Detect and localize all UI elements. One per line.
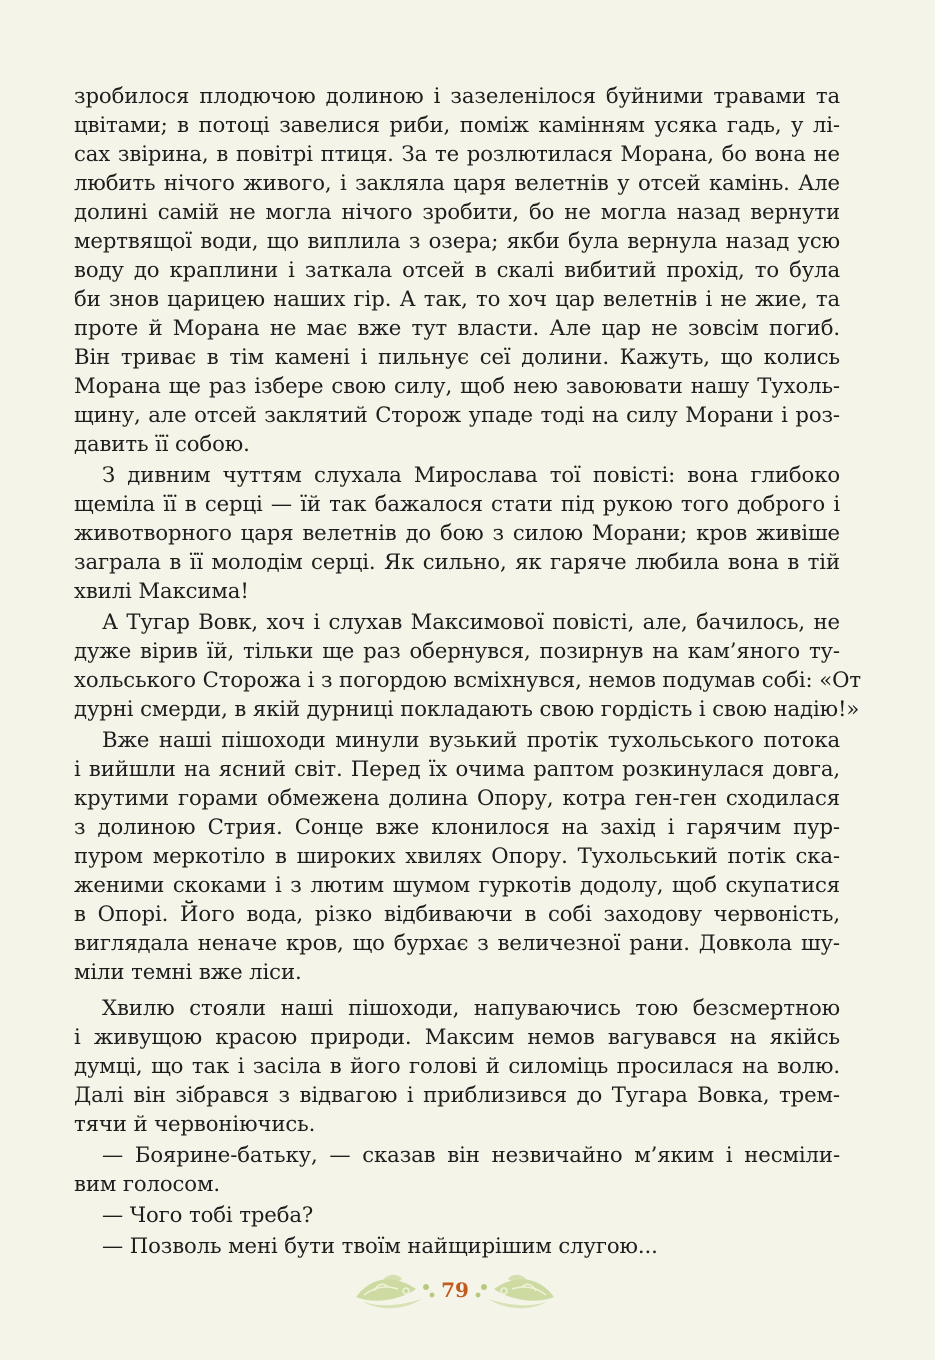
text-line: хольського Сторожа і з погордою всміхнувся, немов подумав собі: «От <box>74 667 861 692</box>
text-line: женими скоками і з лютим шумом гуркотів додолу, щоб скупатися <box>74 872 840 897</box>
text-line: міли темні вже ліси. <box>74 959 302 984</box>
page-text <box>74 81 861 1260</box>
paragraph-2 <box>74 460 840 605</box>
paragraph-6 <box>74 1140 840 1198</box>
text-line: Вже наші пішоходи минули вузький протік тухольського потока <box>102 727 840 752</box>
text-line: думці, що так і засіла в його голові й силоміць просилася на волю. <box>74 1053 840 1078</box>
text-line: — Позволь мені бути твоїм найщирішим слугою... <box>102 1233 658 1258</box>
text-line: — Чого тобі треба? <box>102 1202 314 1227</box>
text-line: щеміла її в серці — їй так бажалося стати під рукою того доброго і <box>74 491 840 516</box>
text-line: животворного царя велетнів до бою з силою Морани; кров живіше <box>74 520 840 545</box>
text-line: вим голосом. <box>74 1171 220 1196</box>
text-line: і живущою красою природи. Максим немов вагувався на якійсь <box>74 1024 840 1049</box>
text-line: давить її собою. <box>74 431 250 456</box>
text-line: А Тугар Вовк, хоч і слухав Максимової повісті, але, бачилось, не <box>102 609 840 634</box>
text-line: заграла в її молодім серці. Як сильно, як гаряче любила вона в тій <box>74 549 840 574</box>
text-line: Далі він зібрався з відвагою і приблизився до Тугара Вовка, трем- <box>74 1082 840 1107</box>
text-line: щину, але отсей заклятий Сторож упаде тоді на силу Морани і роз- <box>74 402 840 427</box>
text-line: з долиною Стрия. Сонце вже клонилося на захід і гарячим пур- <box>74 814 840 839</box>
text-line: воду до краплини і заткала отсей в скалі вибитий прохід, то була <box>74 257 840 282</box>
text-line: Хвилю стояли наші пішоходи, напуваючись тою безсмертною <box>102 995 840 1020</box>
page-footer <box>352 1271 558 1311</box>
text-line: долині самій не могла нічого зробити, бо не могла назад вернути <box>74 199 840 224</box>
text-line: би знов царицею наших гір. А так, то хоч цар велетнів і не жие, та <box>74 286 840 311</box>
paragraph-3 <box>74 607 861 723</box>
text-line: виглядала неначе кров, що бурхає з величезної рани. Довкола шу- <box>74 930 840 955</box>
text-line: зробилося плодючою долиною і зазеленілося буйними травами та <box>74 83 840 108</box>
text-line: любить нічого живого, і закляла царя велетнів у отсей камінь. Але <box>74 170 840 195</box>
text-line: дуже вірив їй, тільки ще раз обернувся, позирнув на кам’яного ту- <box>74 638 840 663</box>
paragraph-7 <box>74 1200 840 1229</box>
text-line: тячи й червоніючись. <box>74 1111 316 1136</box>
text-line: Морана ще раз ізбере свою силу, щоб нею завоювати нашу Тухоль- <box>74 373 840 398</box>
text-line: Він триває в тім камені і пильнує сеї долини. Кажуть, що колись <box>74 344 840 369</box>
text-line: мертвящої води, що виплила з озера; якби була вернула назад усю <box>74 228 840 253</box>
text-line: хвилі Максима! <box>74 578 249 603</box>
text-line: — Боярине-батьку, — сказав він незвичайно м’яким і несміли- <box>102 1142 840 1167</box>
page-number: 79 <box>441 1278 469 1302</box>
text-line: дурні смерди, в якій дурниці покладають свою гордість і свою надію!» <box>74 696 860 721</box>
text-line: крутими горами обмежена долина Опору, котра ген-ген сходилася <box>74 785 840 810</box>
paragraph-8 <box>74 1231 840 1260</box>
text-line: і вийшли на ясний світ. Перед їх очима раптом розкинулася довга, <box>74 756 840 781</box>
text-line: сах звірина, в повітрі птиця. За те розлютилася Морана, бо вона не <box>74 141 840 166</box>
paragraph-5 <box>74 993 840 1138</box>
text-line: проте й Морана не має вже тут власти. Але цар не зовсім погиб. <box>74 315 840 340</box>
text-line: в Опорі. Його вода, різко відбиваючи в собі заходову червоність, <box>74 901 840 926</box>
text-line: пуром меркотіло в широких хвилях Опору. Тухольський потік ска- <box>74 843 840 868</box>
paragraph-4 <box>74 725 840 986</box>
text-line: цвітами; в потоці завелися риби, поміж камінням усяка гадь, у лі- <box>74 112 840 137</box>
paragraph-1 <box>74 81 840 458</box>
text-line: З дивним чуттям слухала Мирослава тої повісті: вона глибоко <box>102 462 840 487</box>
